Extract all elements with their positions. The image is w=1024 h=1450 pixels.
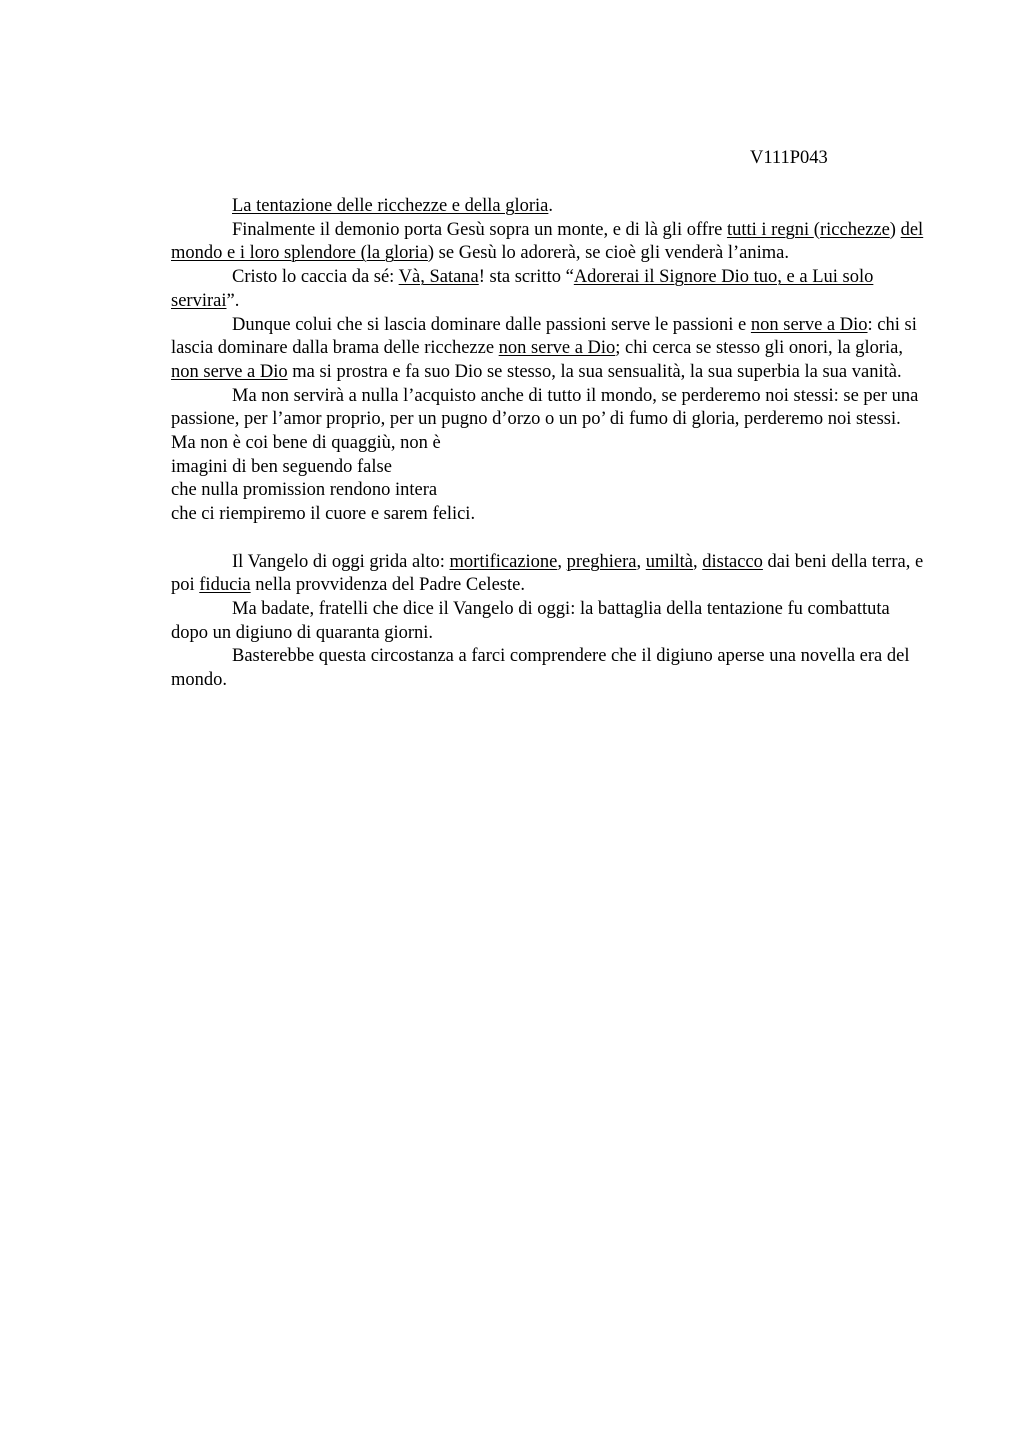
paragraph-gospel-today xyxy=(171,551,931,598)
underlined-phrase: umiltà xyxy=(645,551,694,572)
text-span: ma si prostra e fa suo Dio se stesso, la sua sensualità, la sua superbia la sua vanità. xyxy=(287,361,902,382)
text-span: dai beni della terra, e poi xyxy=(171,551,924,596)
text-span: ”. xyxy=(226,290,240,311)
underlined-phrase: distacco xyxy=(702,551,763,572)
heading-title: La tentazione delle ricchezze e della gloria xyxy=(232,196,549,216)
underlined-phrase: non serve a Dio xyxy=(750,314,868,335)
text-span: Dunque colui che si lascia dominare dalle passioni serve le passioni e xyxy=(232,314,751,335)
underlined-phrase: la gloria xyxy=(366,243,428,264)
underlined-phrase: preghiera xyxy=(566,551,637,572)
underlined-phrase: mortificazione xyxy=(449,551,558,572)
paragraph-fasting-battle: Ma badate, fratelli che dice il Vangelo di oggi: la battaglia della tentazione fu combattuta dopo un digiuno di quaranta giorni. xyxy=(171,598,890,643)
text-span: ; chi cerca se stesso gli onori, la gloria, xyxy=(615,338,903,359)
text-span: : chi si lascia dominare dalla brama delle ricchezze xyxy=(171,314,917,359)
blank-line xyxy=(171,527,931,551)
underlined-phrase: Và, Satana xyxy=(398,267,479,288)
document-body xyxy=(171,195,931,693)
underlined-phrase: Adorerai il Signore Dio tuo, e a Lui solo servirai xyxy=(171,267,874,311)
paragraph-lose-ourselves: Ma non servirà a nulla l’acquisto anche di tutto il mondo, se perderemo noi stessi: se per una passione, per l’amor proprio, per un pugno d’orzo o un po’ di fumo di gloria, perderemo noi stessi. xyxy=(171,385,919,430)
verse-line: Ma non è coi bene di quaggiù, non è xyxy=(171,433,441,454)
text-span: Finalmente il demonio porta Gesù sopra un monte, e di là gli offre xyxy=(232,219,727,240)
text-span: , xyxy=(557,551,567,572)
heading-end: . xyxy=(548,196,553,216)
paragraph-temptation xyxy=(171,219,931,266)
section-heading xyxy=(171,195,931,219)
text-span: ! sta scritto “ xyxy=(478,267,574,288)
paragraph-new-era: Basterebbe questa circostanza a farci comprendere che il digiuno aperse una novella era del mondo. xyxy=(171,646,910,691)
text-span: Cristo lo caccia da sé: xyxy=(232,267,399,288)
text-span: , xyxy=(693,551,703,572)
verse-line: che nulla promission rendono intera xyxy=(171,480,438,501)
page-identifier: V111P043 xyxy=(750,148,828,168)
text-span: ) xyxy=(889,219,901,240)
paragraph-passions xyxy=(171,314,931,385)
text-span: ( xyxy=(813,219,820,240)
text-span: , xyxy=(636,551,646,572)
underlined-phrase: tutti i regni xyxy=(726,219,814,240)
underlined-phrase: non serve a Dio xyxy=(498,338,616,359)
verse-line: che ci riempiremo il cuore e sarem felici. xyxy=(171,504,476,525)
underlined-phrase: del mondo e i loro splendore ( xyxy=(171,219,924,264)
paragraph-christ-rebuke xyxy=(171,266,931,313)
underlined-phrase: ricchezze xyxy=(819,219,890,240)
text-span: Il Vangelo di oggi grida alto: xyxy=(232,551,450,572)
underlined-phrase: non serve a Dio xyxy=(171,361,288,382)
verse-line: imagini di ben seguendo false xyxy=(171,456,392,477)
text-span: ) se Gesù lo adorerà, se cioè gli venderà l’anima. xyxy=(427,243,790,264)
underlined-phrase: fiducia xyxy=(199,575,251,596)
text-span: nella provvidenza del Padre Celeste. xyxy=(250,575,525,596)
